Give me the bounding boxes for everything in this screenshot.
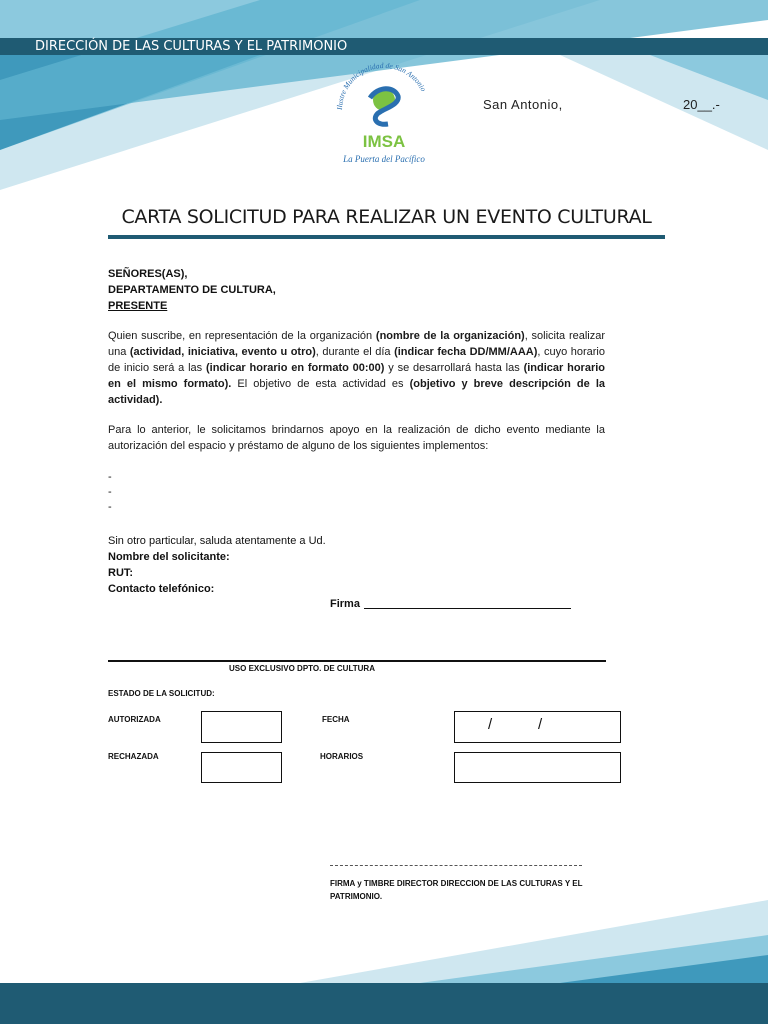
paragraph-bold-run: (nombre de la organización) <box>375 330 525 342</box>
rejected-checkbox[interactable] <box>201 752 282 783</box>
list-item: - <box>108 486 112 498</box>
footer-bar <box>0 983 768 1024</box>
paragraph-bold-run: (indicar horario en formato 00:00) <box>205 362 385 374</box>
rut-label: RUT: <box>108 567 134 579</box>
closing-greeting: Sin otro particular, saluda atentamente a Ud. <box>108 535 326 547</box>
addressee-block <box>108 266 276 314</box>
imsa-logo <box>328 58 440 168</box>
paragraph-bold-run: (indicar horario en el mismo formato). <box>108 362 606 390</box>
addressee-line-3: PRESENTE <box>108 300 168 312</box>
applicant-name-label: Nombre del solicitante: <box>108 551 230 563</box>
implements-list <box>108 470 112 515</box>
header-bar <box>0 38 768 55</box>
rejected-label: RECHAZADA <box>108 752 159 761</box>
title-rule <box>108 235 665 239</box>
paragraph-text-run: , solicita realizar una <box>108 330 606 358</box>
place-city: San Antonio, <box>483 97 563 112</box>
paragraph-bold-run: (indicar fecha DD/MM/AAA) <box>394 346 538 358</box>
paragraph-text-run: , cuyo horario de inicio será a las <box>108 346 605 374</box>
paragraph-bold-run: (objetivo y breve descripción de la actividad). <box>108 378 605 406</box>
logo-acronym: IMSA <box>362 132 406 151</box>
signature-field <box>330 598 571 610</box>
date-label: FECHA <box>322 715 350 724</box>
office-section-title: USO EXCLUSIVO DPTO. DE CULTURA <box>229 664 375 673</box>
office-section-rule <box>108 660 606 662</box>
body-paragraph-2: Para lo anterior, le solicitamos brindarnos apoyo en la realización de dicho evento mediante la autorización del espacio y préstamo de alguno de los siguientes implementos: <box>108 424 605 452</box>
approved-checkbox[interactable] <box>201 711 282 743</box>
logo-arc-text: Ilustre Municipalidad de San Antonio <box>334 60 429 111</box>
paragraph-text-run: y se desarrollará hasta las <box>384 362 524 374</box>
paragraph-bold-run: (actividad, iniciativa, evento u otro) <box>129 346 316 358</box>
hours-field[interactable] <box>454 752 621 783</box>
director-signature-label: FIRMA y TIMBRE DIRECTOR DIRECCION DE LAS CULTURAS Y EL PATRIMONIO. <box>330 879 583 901</box>
addressee-line-1: SEÑORES(AS), <box>108 268 188 280</box>
paragraph-text-run: Quien suscribe, en representación de la organización <box>108 330 376 342</box>
body-paragraph-1 <box>108 328 605 408</box>
addressee-line-2: DEPARTAMENTO DE CULTURA, <box>108 284 276 296</box>
paragraph-text-run: , durante el día <box>315 346 395 358</box>
signature-label: Firma <box>330 598 360 610</box>
status-label: ESTADO DE LA SOLICITUD: <box>108 689 215 698</box>
closing-block <box>108 533 326 597</box>
document-title: CARTA SOLICITUD PARA REALIZAR UN EVENTO CULTURAL <box>121 206 652 228</box>
director-signature-line <box>330 865 582 866</box>
logo-tagline: La Puerta del Pacífico <box>343 154 425 164</box>
place-year: 20__.- <box>683 97 720 112</box>
department-name: DIRECCIÓN DE LAS CULTURAS Y EL PATRIMONIO <box>35 39 348 54</box>
date-placeholder: / / <box>488 716 543 733</box>
signature-line <box>364 608 571 609</box>
list-item: - <box>108 501 112 513</box>
hours-label: HORARIOS <box>320 752 364 761</box>
list-item: - <box>108 471 112 483</box>
paragraph-text-run: El objetivo de esta actividad es <box>231 378 410 390</box>
approved-label: AUTORIZADA <box>108 715 161 724</box>
phone-label: Contacto telefónico: <box>108 583 215 595</box>
